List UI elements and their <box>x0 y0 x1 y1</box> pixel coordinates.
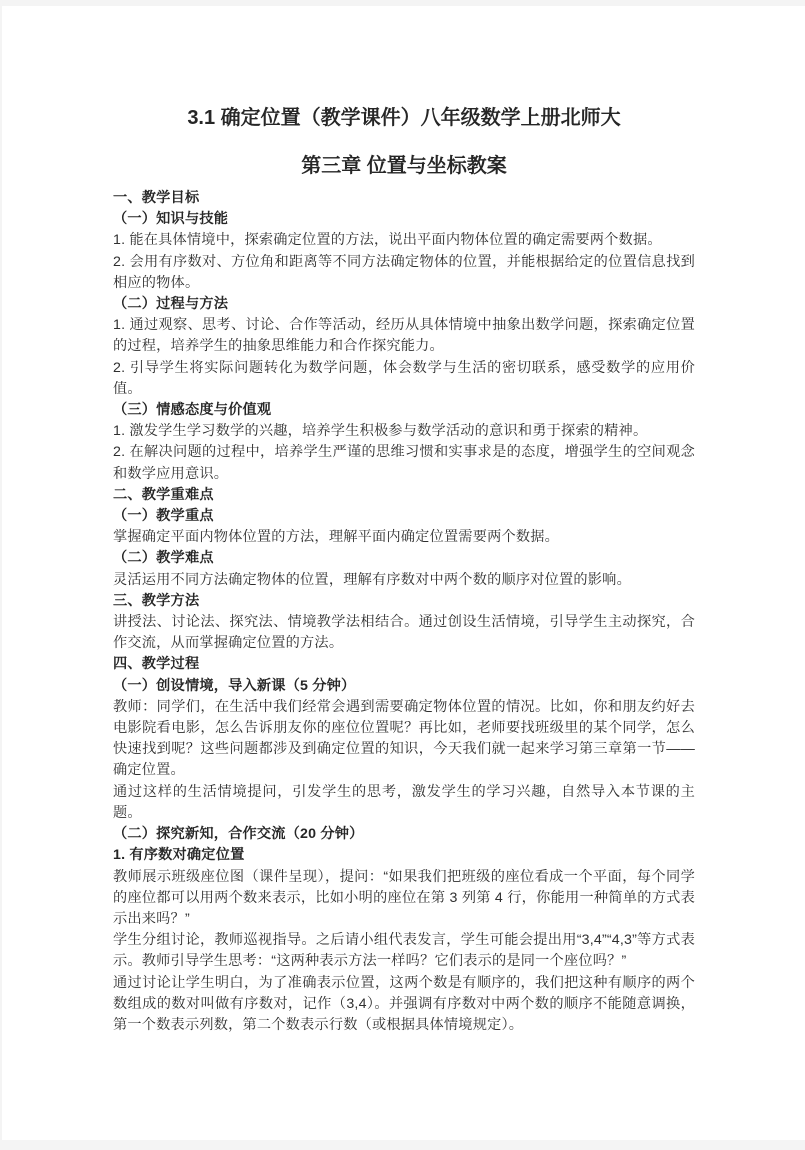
document-title: 3.1 确定位置（教学课件）八年级数学上册北师大 <box>187 107 621 129</box>
heading-paragraph: （二）教学难点 <box>113 550 214 567</box>
body-paragraph: 教师：同学们，在生活中我们经常会遇到需要确定物体位置的情况。比如，你和朋友约好去电影院看电影，怎么告诉朋友你的座位位置呢？再比如，老师要找班级里的某个同学，怎么快速找到呢？这些问题都涉及到确定位置的知识，今天我们就一起来学习第三章第一节——确定位置。 <box>113 698 695 779</box>
body-paragraph: 讲授法、讨论法、探究法、情境教学法相结合。通过创设生活情境，引导学生主动探究，合作交流，从而掌握确定位置的方法。 <box>113 614 695 652</box>
body-paragraph: 通过讨论让学生明白，为了准确表示位置，这两个数是有顺序的，我们把这种有顺序的两个数组成的数对叫做有序数对，记作（3,4）。并强调有序数对中两个数的顺序不能随意调换，第一个数表示列数，第二个数表示行数（或根据具体情境规定）。 <box>113 974 695 1033</box>
heading-paragraph: （二）探究新知，合作交流（20 分钟） <box>113 826 364 843</box>
body-paragraph: 通过这样的生活情境提问，引发学生的思考，激发学生的学习兴趣，自然导入本节课的主题。 <box>113 783 695 821</box>
heading-paragraph: （二）过程与方法 <box>113 296 229 313</box>
heading-paragraph: （三）情感态度与价值观 <box>113 402 272 419</box>
body-paragraph: 2. 会用有序数对、方位角和距离等不同方法确定物体的位置，并能根据给定的位置信息找到相应的物体。 <box>113 253 695 291</box>
document-subtitle: 第三章 位置与坐标教案 <box>301 155 507 177</box>
heading-paragraph: 三、教学方法 <box>113 592 200 609</box>
body-paragraph: 教师展示班级座位图（课件呈现），提问：“如果我们把班级的座位看成一个平面，每个同学的座位都可以用两个数来表示，比如小明的座位在第 3 列第 4 行，你能用一种简单的方式表示出来吗？” <box>113 868 695 927</box>
heading-paragraph: （一）创设情境，导入新课（5 分钟） <box>113 677 356 694</box>
heading-paragraph: 1. 有序数对确定位置 <box>113 847 245 864</box>
body-paragraph: 1. 激发学生学习数学的兴趣，培养学生积极参与数学活动的意识和勇于探索的精神。 <box>113 423 648 440</box>
body-paragraph: 1. 能在具体情境中，探索确定位置的方法，说出平面内物体位置的确定需要两个数据。 <box>113 232 662 249</box>
body-paragraph: 灵活运用不同方法确定物体的位置，理解有序数对中两个数的顺序对位置的影响。 <box>113 571 631 588</box>
document-content <box>113 6 695 1036</box>
heading-paragraph: 四、教学过程 <box>113 656 200 673</box>
body-paragraph: 学生分组讨论，教师巡视指导。之后请小组代表发言，学生可能会提出用“3,4”“4,3”等方式表示。教师引导学生思考：“这两种表示方法一样吗？它们表示的是同一个座位吗？” <box>113 932 695 970</box>
document-body <box>113 188 695 1036</box>
body-paragraph: 2. 在解决问题的过程中，培养学生严谨的思维习惯和实事求是的态度，增强学生的空间观念和数学应用意识。 <box>113 444 695 482</box>
document-page <box>2 6 805 1140</box>
heading-paragraph: （一）教学重点 <box>113 508 214 525</box>
heading-paragraph: 二、教学重难点 <box>113 486 214 503</box>
heading-paragraph: 一、教学目标 <box>113 190 200 206</box>
heading-paragraph: （一）知识与技能 <box>113 211 229 228</box>
body-paragraph: 1. 通过观察、思考、讨论、合作等活动，经历从具体情境中抽象出数学问题，探索确定位置的过程，培养学生的抽象思维能力和合作探究能力。 <box>113 317 695 355</box>
body-paragraph: 掌握确定平面内物体位置的方法，理解平面内确定位置需要两个数据。 <box>113 529 560 546</box>
body-paragraph: 2. 引导学生将实际问题转化为数学问题，体会数学与生活的密切联系，感受数学的应用价值。 <box>113 359 695 397</box>
